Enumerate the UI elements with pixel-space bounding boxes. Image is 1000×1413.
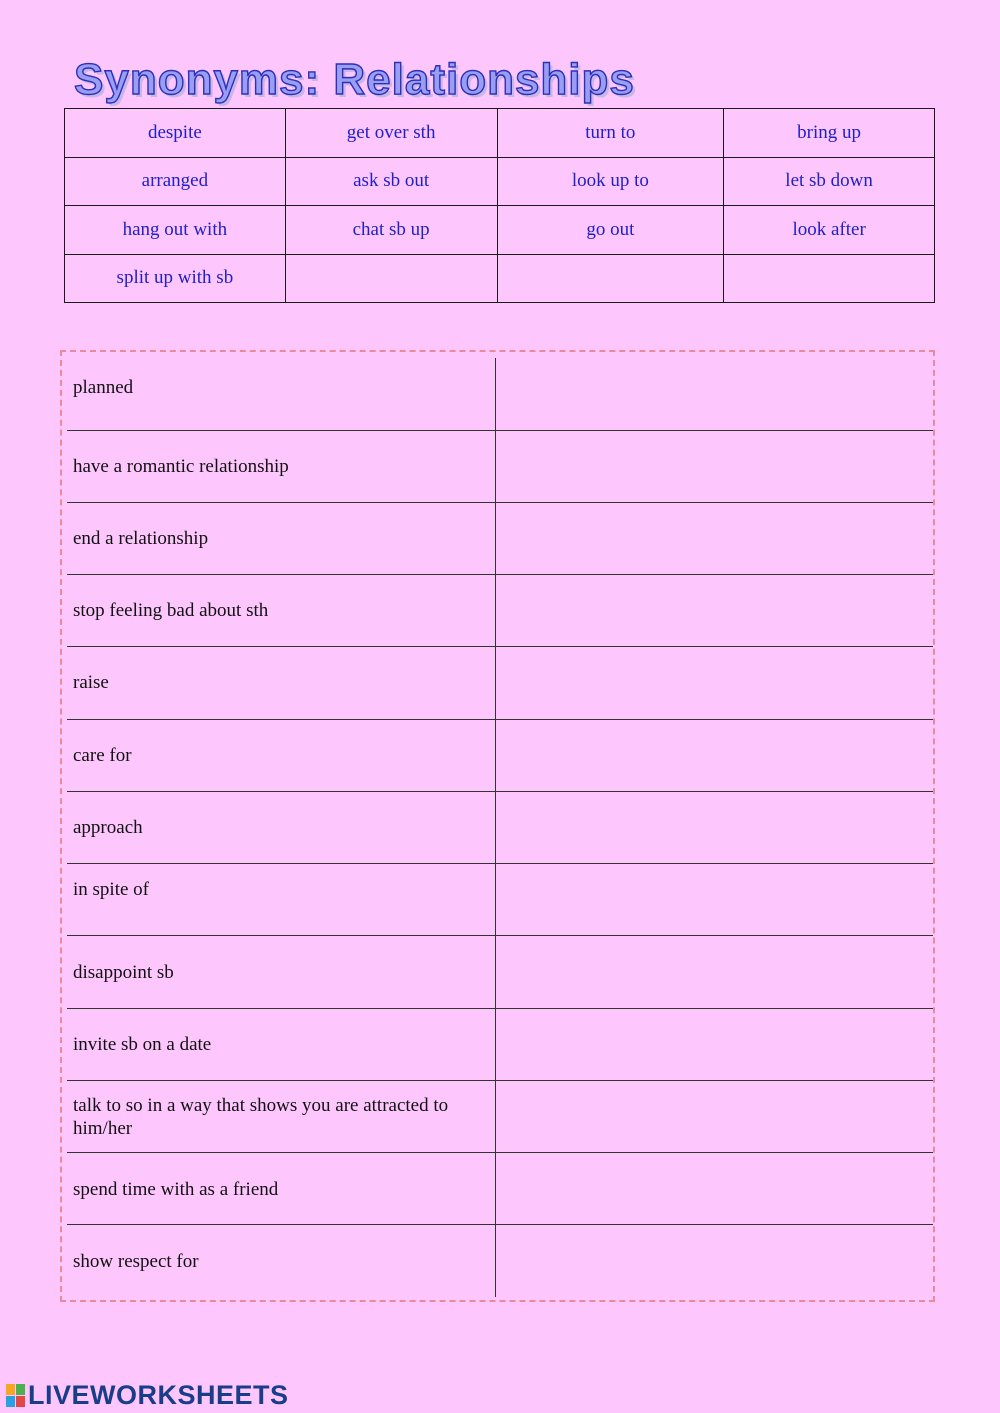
word-bank-cell: look up to [497, 157, 724, 206]
definition-text: spend time with as a friend [73, 1179, 279, 1200]
word-bank-cell: get over sth [285, 109, 497, 158]
definition-cell [67, 1009, 496, 1080]
definition-cell [67, 431, 496, 502]
matching-row [67, 792, 933, 864]
definition-cell [67, 358, 496, 430]
definition-cell [67, 936, 496, 1008]
matching-row [67, 1153, 933, 1225]
definition-cell [67, 792, 496, 863]
matching-row [67, 1225, 933, 1297]
definition-text: stop feeling bad about sth [73, 600, 269, 621]
matching-row [67, 720, 933, 792]
word-bank-cell: bring up [724, 109, 935, 158]
answer-slot[interactable] [497, 503, 933, 574]
liveworksheets-logo-icon [6, 1384, 25, 1407]
word-bank-cell: despite [65, 109, 286, 158]
word-bank-cell: let sb down [724, 157, 935, 206]
answer-slot[interactable] [497, 358, 933, 430]
word-bank-cell: turn to [497, 109, 724, 158]
word-bank-row [65, 109, 935, 158]
word-bank-cell [724, 254, 935, 303]
definition-text: talk to so in a way that shows you are attracted to him/her [73, 1095, 449, 1139]
word-bank-cell: arranged [65, 157, 286, 206]
matching-row [67, 647, 933, 720]
definition-cell [67, 647, 496, 719]
definition-cell [67, 575, 496, 646]
definition-text: raise [73, 672, 109, 693]
answer-slot[interactable] [497, 1081, 933, 1152]
word-bank-cell: look after [724, 206, 935, 255]
word-bank-cell: ask sb out [285, 157, 497, 206]
definition-cell [67, 864, 496, 935]
matching-row [67, 431, 933, 503]
answer-slot[interactable] [497, 792, 933, 863]
matching-row [67, 936, 933, 1009]
definition-cell [67, 720, 496, 791]
word-bank-cell: hang out with [65, 206, 286, 255]
answer-slot[interactable] [497, 1009, 933, 1080]
matching-row [67, 1009, 933, 1081]
answer-slot[interactable] [497, 1153, 933, 1224]
matching-row [67, 1081, 933, 1153]
word-bank-cell: split up with sb [65, 254, 286, 303]
footer-brand-text: LIVEWORKSHEETS [28, 1379, 289, 1410]
definition-text: invite sb on a date [73, 1034, 212, 1055]
answer-slot[interactable] [497, 575, 933, 646]
word-bank-cell: go out [497, 206, 724, 255]
definition-text: approach [73, 817, 143, 838]
definition-cell [67, 1225, 496, 1297]
answer-slot[interactable] [497, 431, 933, 502]
matching-row [67, 358, 933, 431]
answer-slot[interactable] [497, 936, 933, 1008]
definition-text: show respect for [73, 1251, 199, 1272]
definition-text: care for [73, 745, 132, 766]
answer-slot[interactable] [497, 864, 933, 935]
footer-branding [6, 1380, 289, 1410]
word-bank-cell: chat sb up [285, 206, 497, 255]
matching-table [60, 350, 935, 1302]
word-bank-table [64, 108, 935, 303]
matching-row [67, 864, 933, 936]
definition-cell [67, 503, 496, 574]
definition-text: planned [73, 377, 134, 398]
matching-row [67, 575, 933, 647]
answer-slot[interactable] [497, 720, 933, 791]
definition-text: in spite of [73, 879, 149, 900]
definition-cell [67, 1153, 496, 1224]
definition-text: have a romantic relationship [73, 456, 289, 477]
word-bank-cell [285, 254, 497, 303]
word-bank-row [65, 206, 935, 255]
word-bank-cell [497, 254, 724, 303]
answer-slot[interactable] [497, 647, 933, 719]
definition-text: end a relationship [73, 528, 209, 549]
word-bank-row [65, 254, 935, 303]
answer-slot[interactable] [497, 1225, 933, 1297]
word-bank-row [65, 157, 935, 206]
page-title: Synonyms: Relationships [74, 55, 635, 104]
definition-text: disappoint sb [73, 962, 174, 983]
matching-row [67, 503, 933, 575]
definition-cell [67, 1081, 496, 1152]
